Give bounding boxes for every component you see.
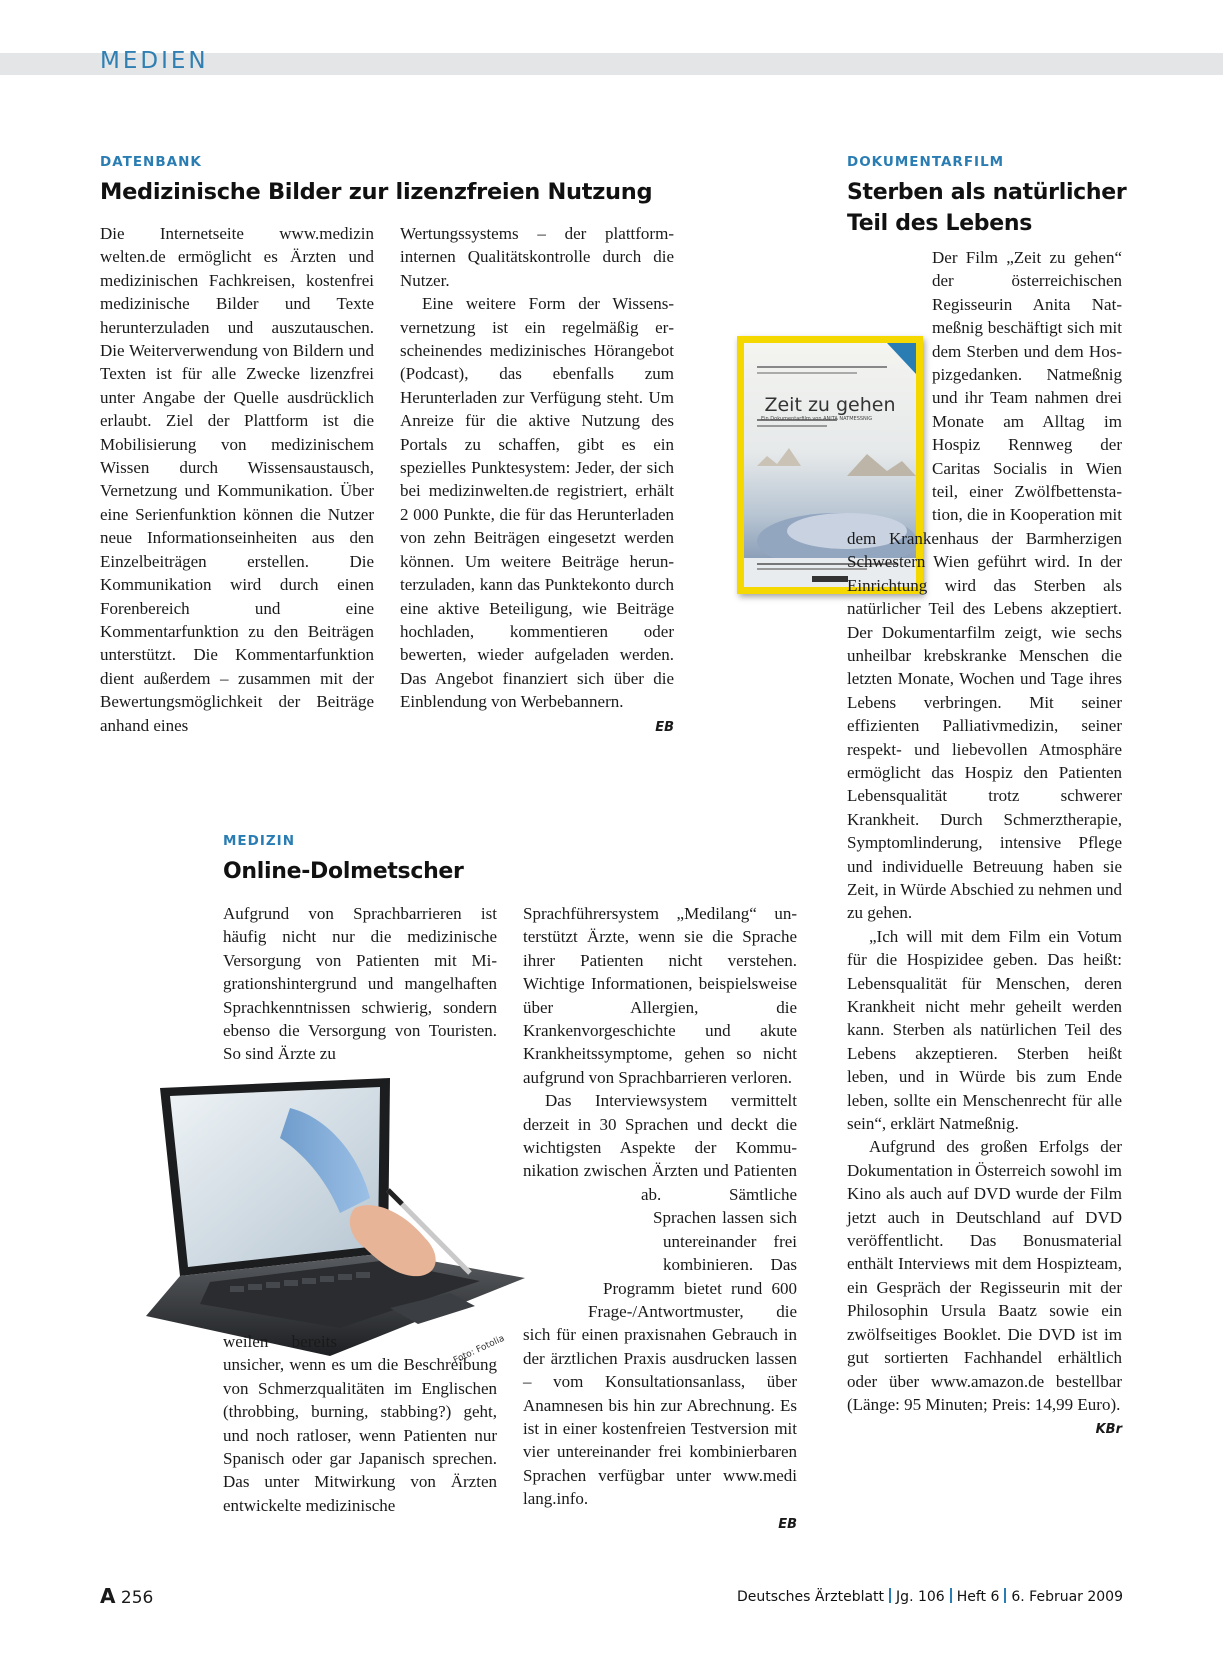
article3-kicker: DOKUMENTARFILM (847, 154, 1005, 170)
dvd-subtitle: Ein Dokumentarfilm von ANITA NATMESSNIG (761, 416, 873, 422)
article1-signature: EB (655, 719, 674, 735)
spacer (523, 1206, 641, 1229)
article2-paragraph: weilen bereits unsicher, wenn es um die Beschreibung von Schmerzqualitäten im Englischen (throbbing, burning, stabbing?) geht, und noch ratloser, wenn Patienten nur Spanisch oder gar Japanisch sprechen. Das unter Mitwirkung von Ärzten entwickelte medizinische (223, 1332, 497, 1515)
article1-paragraph: Die Internetseite www.medizin welten.de ermöglicht es Ärzten und medizinischen Fachkreisen, kostenfrei medizinische Bilder und Texte herunterzuladen und auszutauschen. Die Weiterverwendung von Bildern und Texten ist für alle Zwecke lizenzfrei unter Angabe der Quelle ausdrücklich erlaubt. Ziel der Plattform ist die Mobilisierung von medizinischem Wissen durch Wissensaustausch, Vernetzung und Kommunikation. Über eine Serienfunktion können die Nutzer neue Informationseinheiten aus den Einzelbeiträgen erstellen. Die Kommunikation wird durch einen Forenbereich und eine Kommentarfunktion zu den Beiträgen unterstützt. Die Kommentarfunktion dient außerdem – zusammen mit der Bewertungsmöglichkeit der Beiträge anhand eines (100, 224, 374, 735)
article1-column1 (100, 222, 374, 737)
article3-column (847, 246, 1122, 1442)
page-prefix: A (100, 1584, 116, 1608)
spacer (523, 1252, 663, 1275)
article2-column1-top (223, 902, 497, 1066)
page-number-value: 256 (120, 1588, 154, 1608)
journal-info (737, 1588, 1123, 1605)
article2-paragraph: Aufgrund von Sprachbarrieren ist häufig nicht nur die medizinische Versorgung von Patienten mit Migrationshintergrund und mangelhaften Sprachkenntnissen schwierig, sondern ebenso die Versorgung von Touristen. So sind Ärzte zu (223, 904, 497, 1064)
article2-paragraph: Sprachführersystem „Medilang“ unterstützt Ärzte, wenn sie die Sprache ihrer Patienten nicht verstehen. Wichtige Informationen, beispielsweise über Allergien, die Krankenvorgeschichte und akute Krankheitssymptome, gehen so nicht aufgrund von Sprachbarrieren verloren. (523, 904, 797, 1087)
article3-headline: Sterben als natürlicher Teil des Lebens (847, 180, 1127, 236)
article1-kicker: DATENBANK (100, 154, 202, 170)
journal-volume: Jg. 106 (896, 1589, 945, 1605)
photo-credit: Foto: Fotolia (452, 1333, 507, 1367)
article2-headline: Online-Dolmetscher (223, 859, 464, 884)
journal-date: 6. Februar 2009 (1011, 1589, 1123, 1605)
spacer (523, 1183, 563, 1206)
article1-paragraph: Eine weitere Form der Wissensvernetzung ist ein regelmäßig erscheinendes medizinisches Hörangebot (Podcast), das ebenfalls zum Herunterladen zur Verfügung steht. Um Anreize für die aktive Nutzung des Portals zu schaffen, gibt es ein spezielles Punktesystem: Jeder, der sich bei medizinwelten.de registriert, erhält 2 000 Punkte, die für das Herunterladen von zehn Beiträgen eingesetzt werden können. Um weitere Beiträge herunterzuladen, kann das Punktekonto durch eine aktive Beteiligung, wie Beiträge hochladen, kommentieren oder bewerten, wieder aufgeladen werden. Das Angebot finanziert sich über die Einblendung von Werbebannern. (400, 294, 674, 712)
journal-name: Deutsches Ärzteblatt (736, 1589, 885, 1605)
article3-paragraph: Der Film „Zeit zu gehen“ der österreichischen Regisseurin Anita Natmeßnig beschäftigt sich mit dem Sterben und dem Hospizgedanken. Natmeßnig und ihr Team nahmen drei Monate am Alltag im Hospiz Rennweg der Caritas Socialis in Wien teil, einer Zwölfbettenstation, die in Kooperation mit dem Krankenhaus der Barmherzigen Schwestern Wien geführt wird. In der Einrichtung wird das Sterben als natürlicher Teil des Lebens akzeptiert. Der Dokumentarfilm zeigt, wie sechs unheilbar krebskranke Menschen die letzten Monate, Wochen und Tage ihres Lebens verbringen. Mit seiner effizienten Palliativmedizin, seiner respekt- und liebevollen Atmosphäre ermöglicht das Hospiz den Patienten Lebensqualität trotz schwerer Krankheit. Durch Schmerztherapie, Symptomlinderung, intensive Pflege und individuelle Betreuung haben sie Zeit, in Würde Abschied zu nehmen und zu gehen. (847, 248, 1122, 923)
spacer (337, 1330, 497, 1352)
article1-column2 (400, 222, 674, 739)
article1-paragraph: Wertungssystems – der plattforminternen Qualitätskontrolle durch die Nutzer. (400, 224, 674, 290)
article2-column1-bottom (223, 1330, 497, 1517)
separator (889, 1588, 891, 1603)
article3-paragraph: „Ich will mit dem Film ein Votum für die Hospizidee geben. Das heißt: Lebensqualität für Menschen, deren Krankheit nicht mehr geheilt werden kann. Sterben als natürlichen Teil des Lebens akzeptieren. Sterben heißt leben, und in Würde bis zum Ende leben, sollte ein Menschenrecht für alle sein“, erklärt Natmeßnig. (847, 926, 1122, 1134)
article2-kicker: MEDIZIN (223, 833, 295, 849)
spacer (523, 1298, 588, 1321)
dvd-title: Zeit zu gehen (764, 394, 896, 416)
article3-paragraph: Aufgrund des großen Erfolgs der Dokumentation in Österreich sowohl im Kino als auch auf DVD wurde der Film jetzt auch in Deutschland auf DVD veröffentlicht. Das Bonusmaterial enthält Interviews mit dem Hospizteam, ein Gespräch der Regisseurin mit der Philosophin Ursula Baatz sowie ein zwölfseitiges Booklet. Die DVD ist im gut sortierten Fachhandel erhältlich oder über www.amazon.de bestellbar (Länge: 95 Minuten; Preis: 14,99 Euro). (847, 1137, 1122, 1414)
section-title: MEDIEN (100, 48, 209, 74)
separator (1004, 1588, 1006, 1603)
page-number (100, 1584, 153, 1608)
article1-headline: Medizinische Bilder zur lizenzfreien Nutzung (100, 179, 653, 205)
dvd-cover-wrap (847, 246, 932, 511)
separator (950, 1588, 952, 1603)
article3-signature: KBr (1095, 1422, 1122, 1438)
article2-column2 (523, 902, 797, 1536)
article2-paragraph: Das Interviewsystem vermittelt derzeit in 30 Sprachen und deckt die wichtigsten Aspekte der Kommunikation zwischen Ärzten und Patienten ab. Sämtliche Sprachen lassen sich untereinander frei kombinieren. Das Programm bietet rund 600 Frage-/Antwortmuster, die sich für einen praxisnahen Gebrauch in der ärztlichen Praxis ausdrucken lassen – vom Konsultationsanlass, über Anamnesen bis hin zur Abrechnung. Es ist in einer kostenfreien Testversion mit vier untereinander frei kombinierbaren Sprachen verfügbar unter www.medi lang.info. (523, 1091, 797, 1509)
spacer (523, 1229, 653, 1252)
laptop-photo (140, 1078, 530, 1358)
journal-issue: Heft 6 (956, 1589, 1000, 1605)
article2-signature: EB (778, 1516, 797, 1532)
laptop-illustration (140, 1078, 530, 1358)
spacer (523, 1275, 603, 1298)
